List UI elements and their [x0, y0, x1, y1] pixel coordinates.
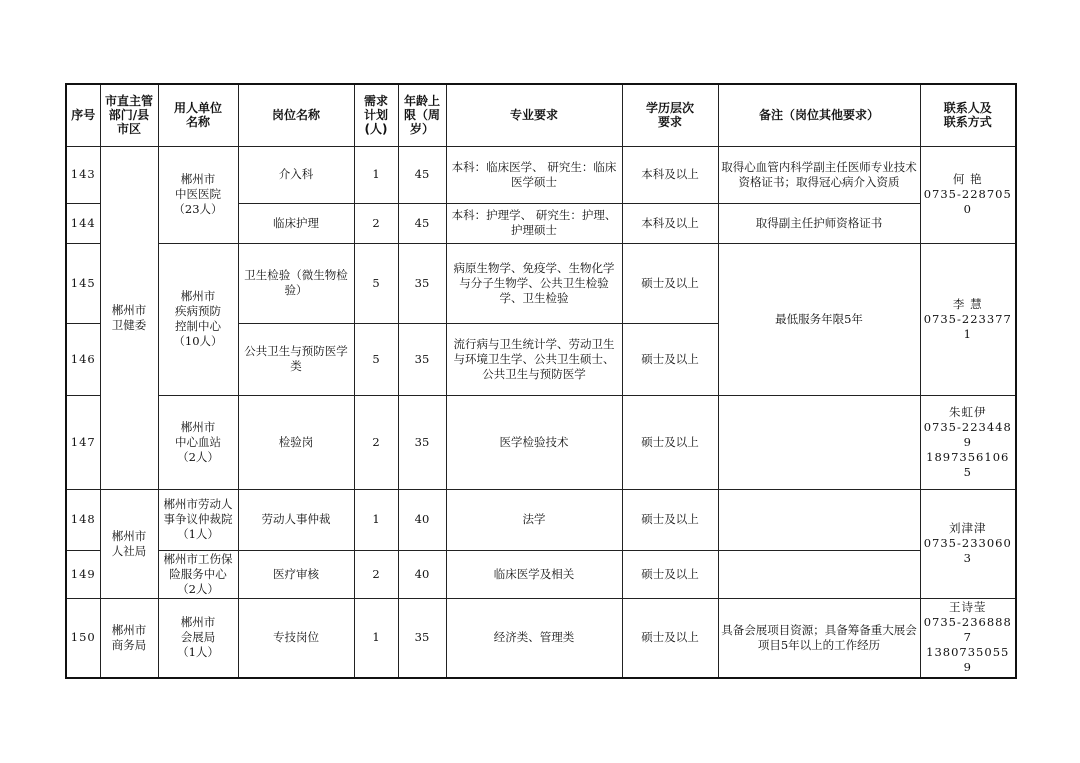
header-count: 需求 计划 (人) — [354, 84, 398, 146]
post-cell: 医疗审核 — [238, 550, 354, 598]
edu-cell: 硕士及以上 — [622, 395, 718, 489]
count-cell: 1 — [354, 598, 398, 678]
recruitment-table — [65, 83, 1017, 679]
remark-cell — [718, 395, 920, 489]
dept-cell: 郴州市 卫健委 — [100, 146, 158, 489]
remark-cell: 具备会展项目资源；具备筹备重大展会项目5年以上的工作经历 — [718, 598, 920, 678]
count-cell: 1 — [354, 489, 398, 550]
age-cell: 35 — [398, 598, 446, 678]
post-cell: 劳动人事仲裁 — [238, 489, 354, 550]
edu-cell: 硕士及以上 — [622, 598, 718, 678]
post-cell: 临床护理 — [238, 203, 354, 243]
age-cell: 45 — [398, 203, 446, 243]
count-cell: 5 — [354, 323, 398, 395]
count-cell: 1 — [354, 146, 398, 203]
header-contact: 联系人及 联系方式 — [920, 84, 1016, 146]
major-cell: 临床医学及相关 — [446, 550, 622, 598]
remark-cell: 取得副主任护师资格证书 — [718, 203, 920, 243]
remark-cell — [718, 550, 920, 598]
unit-cell: 郴州市 会展局 （1人） — [158, 598, 238, 678]
post-cell: 检验岗 — [238, 395, 354, 489]
age-cell: 40 — [398, 550, 446, 598]
post-cell: 介入科 — [238, 146, 354, 203]
post-cell: 公共卫生与预防医学类 — [238, 323, 354, 395]
major-cell: 本科：临床医学、 研究生：临床医学硕士 — [446, 146, 622, 203]
table-row — [66, 146, 1016, 203]
age-cell: 40 — [398, 489, 446, 550]
contact-cell: 王诗莹 0735-2368887 13807350559 — [920, 598, 1016, 678]
unit-cell: 郴州市 疾病预防 控制中心 （10人） — [158, 243, 238, 395]
seq-cell: 147 — [66, 395, 100, 489]
major-cell: 医学检验技术 — [446, 395, 622, 489]
seq-cell: 148 — [66, 489, 100, 550]
age-cell: 35 — [398, 395, 446, 489]
major-cell: 本科：护理学、 研究生：护理、护理硕士 — [446, 203, 622, 243]
remark-cell — [718, 489, 920, 550]
header-remark: 备注（岗位其他要求） — [718, 84, 920, 146]
header-edu: 学历层次 要求 — [622, 84, 718, 146]
major-cell: 经济类、管理类 — [446, 598, 622, 678]
table-row — [66, 395, 1016, 489]
seq-cell: 150 — [66, 598, 100, 678]
contact-cell: 李 慧 0735-2233771 — [920, 243, 1016, 395]
table-row — [66, 489, 1016, 550]
major-cell: 流行病与卫生统计学、劳动卫生与环境卫生学、公共卫生硕士、公共卫生与预防医学 — [446, 323, 622, 395]
remark-cell: 最低服务年限5年 — [718, 243, 920, 395]
contact-cell: 刘津津 0735-2330603 — [920, 489, 1016, 598]
remark-cell: 取得心血管内科学副主任医师专业技术资格证书；取得冠心病介入资质 — [718, 146, 920, 203]
seq-cell: 145 — [66, 243, 100, 323]
unit-cell: 郴州市 中医医院 （23人） — [158, 146, 238, 243]
post-cell: 卫生检验（微生物检验） — [238, 243, 354, 323]
dept-cell: 郴州市 商务局 — [100, 598, 158, 678]
age-cell: 35 — [398, 243, 446, 323]
table-row — [66, 598, 1016, 678]
count-cell: 2 — [354, 203, 398, 243]
unit-cell: 郴州市工伤保 险服务中心 （2人） — [158, 550, 238, 598]
count-cell: 5 — [354, 243, 398, 323]
post-cell: 专技岗位 — [238, 598, 354, 678]
header-age: 年龄上 限（周 岁） — [398, 84, 446, 146]
edu-cell: 本科及以上 — [622, 146, 718, 203]
major-cell: 病原生物学、免疫学、生物化学与分子生物学、公共卫生检验学、卫生检验 — [446, 243, 622, 323]
unit-cell: 郴州市 中心血站 （2人） — [158, 395, 238, 489]
count-cell: 2 — [354, 395, 398, 489]
edu-cell: 硕士及以上 — [622, 243, 718, 323]
edu-cell: 硕士及以上 — [622, 550, 718, 598]
age-cell: 45 — [398, 146, 446, 203]
header-major: 专业要求 — [446, 84, 622, 146]
dept-cell: 郴州市 人社局 — [100, 489, 158, 598]
seq-cell: 144 — [66, 203, 100, 243]
seq-cell: 149 — [66, 550, 100, 598]
count-cell: 2 — [354, 550, 398, 598]
major-cell: 法学 — [446, 489, 622, 550]
header-unit: 用人单位 名称 — [158, 84, 238, 146]
table-row — [66, 550, 1016, 598]
header-row — [66, 84, 1016, 146]
seq-cell: 146 — [66, 323, 100, 395]
unit-cell: 郴州市劳动人 事争议仲裁院 （1人） — [158, 489, 238, 550]
seq-cell: 143 — [66, 146, 100, 203]
header-post: 岗位名称 — [238, 84, 354, 146]
edu-cell: 本科及以上 — [622, 203, 718, 243]
contact-cell: 何 艳 0735-2287050 — [920, 146, 1016, 243]
edu-cell: 硕士及以上 — [622, 489, 718, 550]
header-dept: 市直主管 部门/县 市区 — [100, 84, 158, 146]
age-cell: 35 — [398, 323, 446, 395]
edu-cell: 硕士及以上 — [622, 323, 718, 395]
contact-cell: 朱虹伊 0735-2234489 18973561065 — [920, 395, 1016, 489]
header-seq: 序号 — [66, 84, 100, 146]
table-row — [66, 243, 1016, 323]
